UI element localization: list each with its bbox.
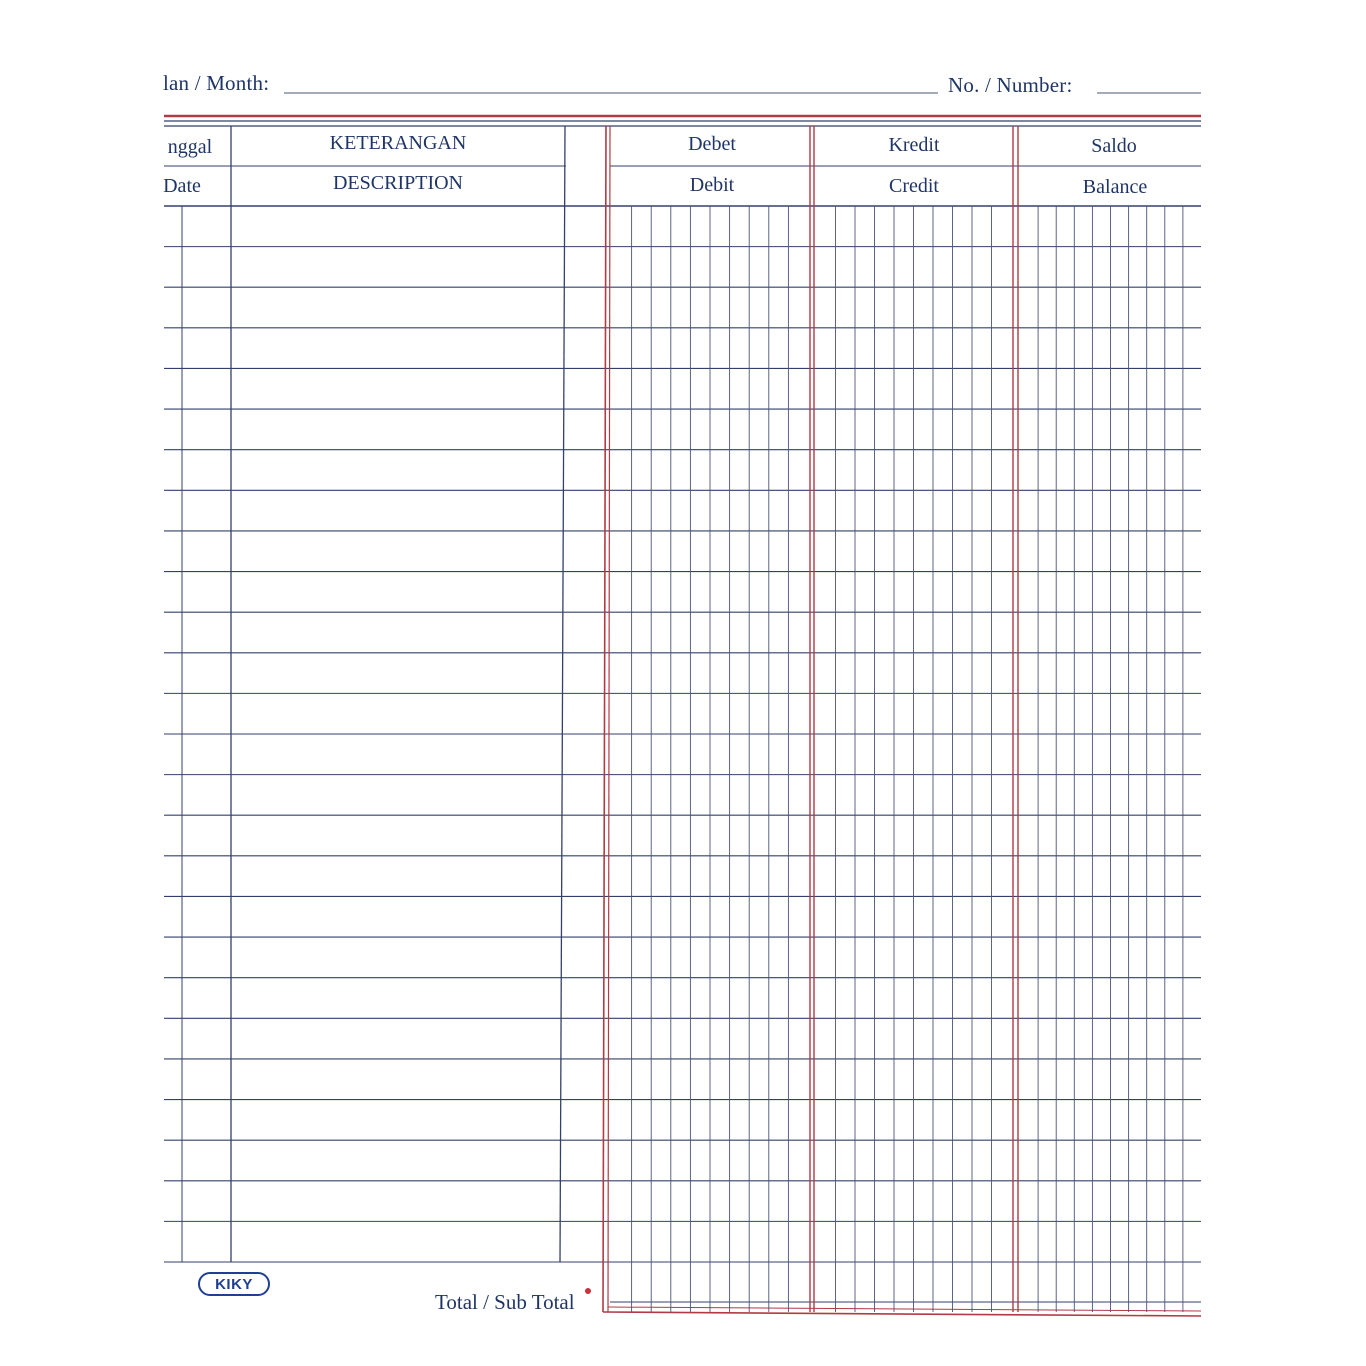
debit-heading-en: Debit bbox=[689, 174, 735, 196]
balance-heading-en: Balance bbox=[1082, 176, 1148, 198]
amount-block-bottom-red-inner bbox=[608, 1307, 1201, 1311]
amount-block-left-red-inner bbox=[608, 126, 610, 1312]
number-label: No. / Number: bbox=[948, 73, 1073, 97]
month-label: lan / Month: bbox=[163, 71, 270, 95]
total-marker-dot bbox=[585, 1288, 591, 1294]
description-ref-divider bbox=[560, 126, 565, 1262]
credit-heading-en: Credit bbox=[889, 175, 939, 197]
description-heading-id: KETERANGAN bbox=[329, 132, 467, 154]
amount-block-left-red bbox=[603, 126, 606, 1312]
total-label: Total / Sub Total bbox=[435, 1290, 575, 1314]
credit-heading-id: Kredit bbox=[888, 134, 940, 156]
balance-heading-id: Saldo bbox=[1091, 135, 1137, 157]
date-heading-en: Date bbox=[163, 175, 201, 197]
brand-label: KIKY bbox=[215, 1275, 253, 1293]
debit-heading-id: Debet bbox=[688, 133, 736, 155]
amount-block-bottom-red bbox=[603, 1312, 1201, 1316]
date-heading-id: nggal bbox=[167, 136, 213, 158]
kiky-logo bbox=[198, 1272, 270, 1296]
description-heading-en: DESCRIPTION bbox=[332, 172, 464, 194]
